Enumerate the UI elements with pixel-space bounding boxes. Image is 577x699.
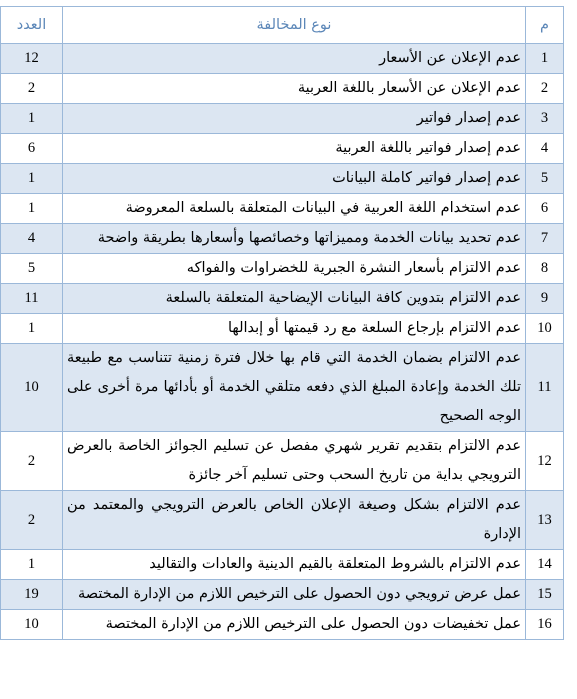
table-row: [1, 44, 564, 74]
table-row: [1, 580, 564, 610]
row-violation-type: عدم إصدار فواتير كاملة البيانات: [63, 164, 526, 194]
table-row: [1, 491, 564, 550]
table-row: [1, 432, 564, 491]
row-index: 5: [526, 164, 564, 194]
row-violation-type: عمل تخفيضات دون الحصول على الترخيص اللازم من الإدارة المختصة: [63, 610, 526, 640]
row-index: 9: [526, 284, 564, 314]
table-row: [1, 254, 564, 284]
row-violation-type: عمل عرض ترويجي دون الحصول على الترخيص اللازم من الإدارة المختصة: [63, 580, 526, 610]
row-count: 4: [1, 224, 63, 254]
row-index: 15: [526, 580, 564, 610]
table-row: [1, 314, 564, 344]
row-index: 2: [526, 74, 564, 104]
table-row: [1, 194, 564, 224]
row-index: 10: [526, 314, 564, 344]
row-index: 7: [526, 224, 564, 254]
row-count: 2: [1, 491, 63, 550]
row-index: 11: [526, 344, 564, 432]
row-index: 8: [526, 254, 564, 284]
header-count: العدد: [1, 7, 63, 44]
table-header-row: [1, 7, 564, 44]
row-count: 1: [1, 194, 63, 224]
row-violation-type: عدم إصدار فواتير باللغة العربية: [63, 134, 526, 164]
row-violation-type: عدم الالتزام بإرجاع السلعة مع رد قيمتها أو إبدالها: [63, 314, 526, 344]
table-row: [1, 74, 564, 104]
table-row: [1, 344, 564, 432]
row-violation-type: عدم الالتزام بأسعار النشرة الجبرية للخضراوات والفواكه: [63, 254, 526, 284]
table-row: [1, 550, 564, 580]
row-count: 19: [1, 580, 63, 610]
row-count: 2: [1, 432, 63, 491]
row-count: 12: [1, 44, 63, 74]
table-row: [1, 104, 564, 134]
row-violation-type: عدم الالتزام بتدوين كافة البيانات الإيضاحية المتعلقة بالسلعة: [63, 284, 526, 314]
row-index: 6: [526, 194, 564, 224]
row-index: 16: [526, 610, 564, 640]
table-row: [1, 284, 564, 314]
row-count: 1: [1, 550, 63, 580]
row-index: 3: [526, 104, 564, 134]
row-violation-type: عدم إصدار فواتير: [63, 104, 526, 134]
row-count: 6: [1, 134, 63, 164]
row-count: 1: [1, 314, 63, 344]
row-index: 14: [526, 550, 564, 580]
table-row: [1, 224, 564, 254]
row-violation-type: عدم الالتزام بالشروط المتعلقة بالقيم الدينية والعادات والتقاليد: [63, 550, 526, 580]
header-violation-type: نوع المخالفة: [63, 7, 526, 44]
row-index: 4: [526, 134, 564, 164]
row-violation-type: عدم الالتزام بضمان الخدمة التي قام بها خلال فترة زمنية تتناسب مع طبيعة تلك الخدمة وإعادة المبلغ الذي دفعه متلقي الخدمة أو بأدائها مرة أخرى على الوجه الصحيح: [63, 344, 526, 432]
row-count: 5: [1, 254, 63, 284]
row-index: 1: [526, 44, 564, 74]
row-count: 1: [1, 164, 63, 194]
header-index: م: [526, 7, 564, 44]
row-count: 1: [1, 104, 63, 134]
row-violation-type: عدم الالتزام بشكل وصيغة الإعلان الخاص بالعرض الترويجي والمعتمد من الإدارة: [63, 491, 526, 550]
violations-table: [0, 6, 564, 640]
row-violation-type: عدم استخدام اللغة العربية في البيانات المتعلقة بالسلعة المعروضة: [63, 194, 526, 224]
row-count: 10: [1, 610, 63, 640]
row-count: 2: [1, 74, 63, 104]
row-index: 12: [526, 432, 564, 491]
row-violation-type: عدم الإعلان عن الأسعار باللغة العربية: [63, 74, 526, 104]
row-index: 13: [526, 491, 564, 550]
row-violation-type: عدم الالتزام بتقديم تقرير شهري مفصل عن تسليم الجوائز الخاصة بالعرض الترويجي بداية من تاريخ السحب وحتى تسليم آخر جائزة: [63, 432, 526, 491]
table-row: [1, 164, 564, 194]
row-violation-type: عدم الإعلان عن الأسعار: [63, 44, 526, 74]
table-row: [1, 134, 564, 164]
table-row: [1, 610, 564, 640]
row-count: 10: [1, 344, 63, 432]
row-count: 11: [1, 284, 63, 314]
row-violation-type: عدم تحديد بيانات الخدمة ومميزاتها وخصائصها وأسعارها بطريقة واضحة: [63, 224, 526, 254]
